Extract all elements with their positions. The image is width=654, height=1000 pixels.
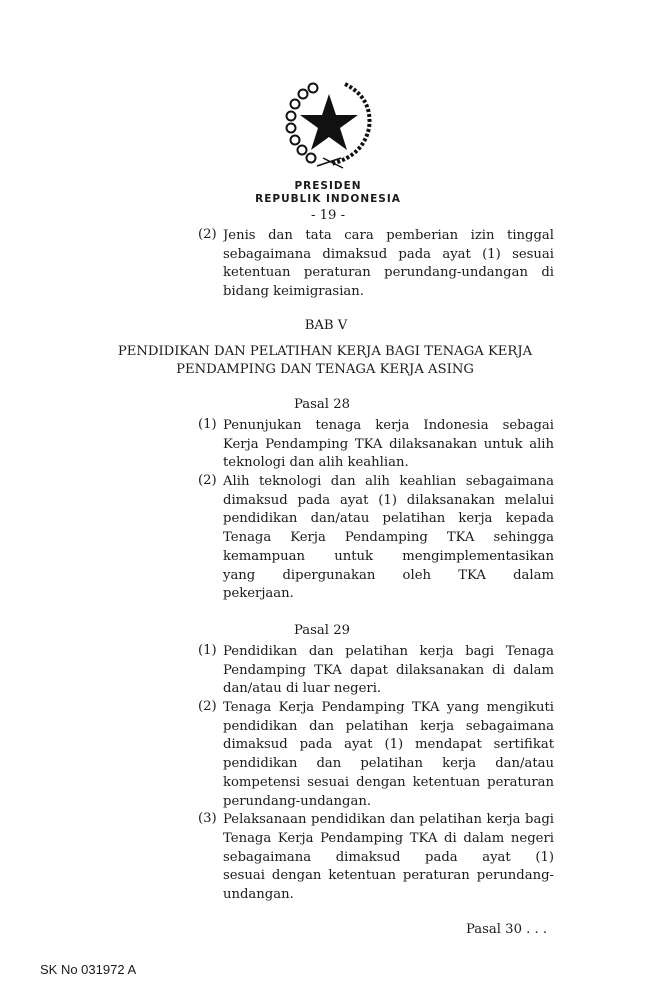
line: pekerjaan. <box>223 586 294 602</box>
pasal-28-item-2 <box>198 473 554 604</box>
line: Tenaga Kerja Pendamping TKA yang mengikuti <box>223 700 554 716</box>
line: undangan. <box>223 886 294 902</box>
garuda-presidential-emblem <box>283 78 375 170</box>
line: sebagaimana dimaksud pada ayat (1) <box>223 849 554 865</box>
line: Pendamping TKA dapat dilaksanakan di dalam <box>223 662 554 678</box>
item-number: (2) <box>198 473 217 489</box>
pasal-28-body <box>198 417 554 604</box>
pasal-29-item-2 <box>198 699 554 811</box>
line: Pendidikan dan pelatihan kerja bagi Tenaga <box>223 644 554 659</box>
header-president: PRESIDEN <box>294 180 362 192</box>
line: yang dipergunakan oleh TKA dalam <box>223 567 554 583</box>
pasal-29-title: Pasal 29 <box>294 623 350 638</box>
line: pendidikan dan pelatihan kerja dan/atau <box>223 756 554 772</box>
line: bidang keimigrasian. <box>223 284 364 300</box>
pasal-28-item-1 <box>198 417 554 473</box>
page-number: - 19 - <box>310 208 346 223</box>
header-republic: REPUBLIK INDONESIA <box>255 193 401 205</box>
line: kemampuan untuk mengimplementasikan <box>223 548 554 564</box>
line: sebagaimana dimaksud pada ayat (1) sesuai <box>223 246 554 262</box>
item-number: (2) <box>198 227 217 242</box>
document-code: SK No 031972 A <box>40 962 137 977</box>
line: Tenaga Kerja Pendamping TKA sehingga <box>223 530 554 546</box>
line: dimaksud pada ayat (1) dilaksanakan melalui <box>223 492 554 508</box>
line: pendidikan dan pelatihan kerja sebagaimana <box>223 718 554 734</box>
line: dan/atau di luar negeri. <box>223 681 382 697</box>
item-number: (1) <box>198 643 217 658</box>
pasal-29-body <box>198 643 554 905</box>
pasal-28-title: Pasal 28 <box>294 397 350 412</box>
line: ketentuan peraturan perundang-undangan di <box>223 265 554 281</box>
item-number: (3) <box>198 811 217 827</box>
item-number: (1) <box>198 417 217 432</box>
line: sesuai dengan ketentuan peraturan perundang- <box>223 868 554 884</box>
next-page-catchword: Pasal 30 . . . <box>466 922 548 937</box>
chapter-title-line: PENDAMPING DAN TENAGA KERJA ASING <box>176 362 474 377</box>
pasal-29-item-3 <box>198 811 554 904</box>
line: pendidikan dan/atau pelatihan kerja kepada <box>223 511 554 527</box>
chapter-title-line: PENDIDIKAN DAN PELATIHAN KERJA BAGI TENAGA KERJA <box>117 344 533 359</box>
line: Alih teknologi dan alih keahlian sebagaimana <box>223 474 554 490</box>
line: Kerja Pendamping TKA dilaksanakan untuk alih <box>223 436 554 452</box>
prev-item-2 <box>198 227 554 302</box>
line: perundang-undangan. <box>223 793 372 809</box>
chapter-label: BAB V <box>304 318 348 333</box>
line: kompetensi sesuai dengan ketentuan peraturan <box>223 774 554 790</box>
item-number: (2) <box>198 699 217 715</box>
line: Tenaga Kerja Pendamping TKA di dalam negeri <box>223 830 554 846</box>
line: Penunjukan tenaga kerja Indonesia sebagai <box>223 418 554 433</box>
line: teknologi dan alih keahlian. <box>223 455 409 471</box>
pasal-29-item-1 <box>198 643 554 699</box>
line: Jenis dan tata cara pemberian izin tinggal <box>223 228 554 243</box>
line: dimaksud pada ayat (1) mendapat sertifikat <box>223 737 554 753</box>
line: Pelaksanaan pendidikan dan pelatihan kerja bagi <box>223 812 554 828</box>
